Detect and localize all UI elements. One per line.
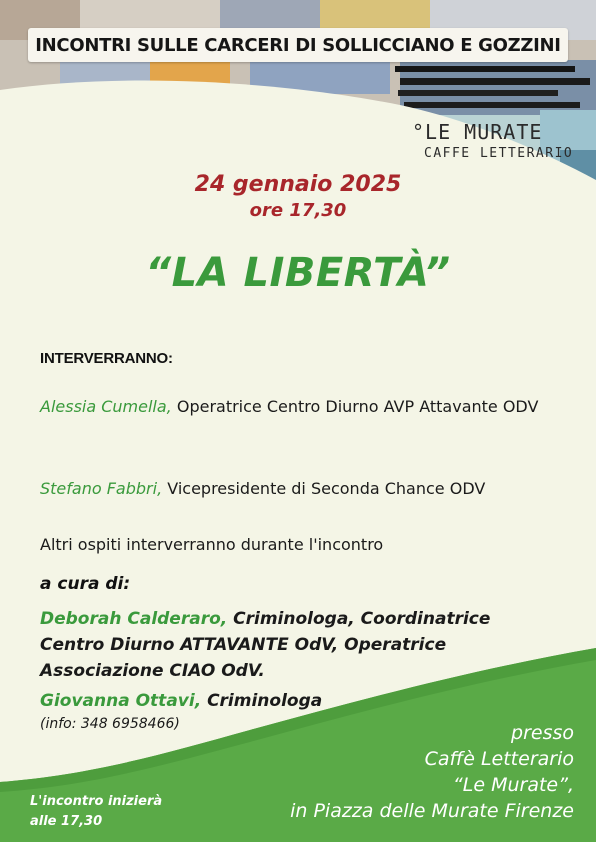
event-theme: “LA LIBERTÀ” (145, 250, 451, 296)
start-note (30, 792, 162, 832)
venue-logo-subtitle: CAFFE LETTERARIO (424, 146, 574, 161)
curator-entry (40, 606, 560, 684)
speakers-heading: INTERVERRANNO: (40, 350, 173, 367)
start-note-line: L'incontro inizierà (30, 794, 163, 809)
venue-line: Caffè Letterario (424, 748, 574, 770)
event-time: ore 17,30 (249, 200, 347, 221)
event-date: 24 gennaio 2025 (194, 172, 402, 197)
curator-role: Criminologa, Coordinatrice Centro Diurno ATTAVANTE OdV, Operatrice Associazione CIAO OdV. (40, 609, 491, 681)
speaker-role: Vicepresidente di Seconda Chance ODV (162, 479, 486, 498)
event-series-title (28, 28, 568, 62)
start-note-line: alle 17,30 (30, 814, 103, 829)
curator-entry (40, 688, 560, 714)
venue-line: in Piazza delle Murate Firenze (290, 800, 574, 822)
venue-line: “Le Murate”, (452, 774, 574, 796)
venue-block (290, 720, 574, 824)
curator-name: Deborah Calderaro, (40, 609, 228, 629)
venue-line: presso (511, 722, 574, 744)
curator-role: Criminologa (201, 691, 323, 711)
event-series-title-text: INCONTRI SULLE CARCERI DI SOLLICCIANO E GOZZINI (35, 34, 561, 56)
speaker-name: Stefano Fabbri, (40, 479, 163, 498)
speaker-name: Alessia Cumella, (40, 397, 172, 416)
info-phone: (info: 348 6958466) (40, 716, 180, 732)
curator-name: Giovanna Ottavi, (40, 691, 202, 711)
venue-logo-name: °LE MURATE (412, 120, 543, 144)
speaker-role: Operatrice Centro Diurno AVP Attavante ODV (171, 397, 539, 416)
speaker-entry (40, 476, 580, 501)
other-guests-note: Altri ospiti interverranno durante l'incontro (40, 535, 384, 554)
curated-by-heading: a cura di: (40, 574, 131, 594)
speaker-entry (40, 394, 560, 419)
